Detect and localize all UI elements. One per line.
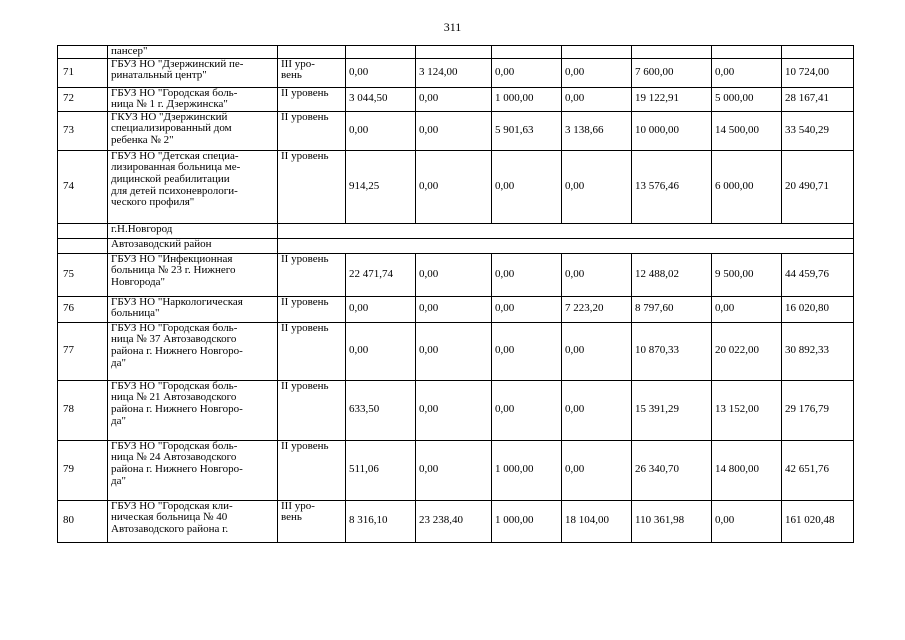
amount-cell: 914,25	[346, 150, 416, 223]
amount-cell: 1 000,00	[492, 440, 562, 500]
row-number-cell: 76	[58, 296, 108, 322]
facility-name-cell	[108, 500, 278, 542]
row-number-cell	[58, 46, 108, 59]
facility-name-cell	[108, 150, 278, 223]
cell-text-line: II уровень	[281, 296, 329, 308]
amount-cell: 19 122,91	[632, 87, 712, 111]
amount-cell: 29 176,79	[782, 380, 854, 440]
cell-text-line: II уровень	[281, 87, 329, 99]
cell-text-line: больница № 23 г. Нижнего	[111, 264, 236, 277]
row-number-cell: 77	[58, 322, 108, 380]
amount-cell: 8 797,60	[632, 296, 712, 322]
amount-cell: 26 340,70	[632, 440, 712, 500]
amount-cell: 0,00	[416, 253, 492, 296]
care-level-cell	[278, 296, 346, 322]
amount-cell: 0,00	[492, 322, 562, 380]
cell-text-line: ГБУЗ НО "Городская боль-	[111, 440, 238, 452]
amount-cell: 14 500,00	[712, 111, 782, 150]
facility-name-cell	[108, 440, 278, 500]
amount-cell: 161 020,48	[782, 500, 854, 542]
amount-cell: 10 870,33	[632, 322, 712, 380]
cell-text-line: II уровень	[281, 380, 329, 392]
cell-text-line: ница № 37 Автозаводского	[111, 333, 237, 346]
care-level-cell	[278, 380, 346, 440]
facility-name-cell	[108, 296, 278, 322]
cell-text-line: ГБУЗ НО "Наркологическая	[111, 296, 243, 308]
care-level-cell	[278, 111, 346, 150]
cell-text-line: лизированная больница ме-	[111, 161, 241, 174]
section-heading-cell	[108, 223, 278, 238]
care-level-cell	[278, 58, 346, 87]
cell-text-line: Новгорода"	[111, 275, 166, 288]
cell-text-line: ГБУЗ НО "Детская специа-	[111, 150, 239, 162]
amount-cell: 0,00	[492, 296, 562, 322]
amount-cell: 10 724,00	[782, 58, 854, 87]
amount-cell: 0,00	[492, 150, 562, 223]
cell-text-line: специализированный дом	[111, 122, 232, 135]
amount-cell: 16 020,80	[782, 296, 854, 322]
cell-text-line: да"	[111, 356, 126, 369]
amount-cell: 3 124,00	[416, 58, 492, 87]
cell-text-line: района г. Нижнего Новгоро-	[111, 344, 243, 357]
amount-cell: 22 471,74	[346, 253, 416, 296]
amount-cell: 0,00	[346, 322, 416, 380]
cell-text-line: да"	[111, 414, 126, 427]
row-number-cell	[58, 238, 108, 253]
facility-name-cell	[108, 58, 278, 87]
section-row	[58, 238, 854, 253]
section-row	[58, 223, 854, 238]
amount-cell: 15 391,29	[632, 380, 712, 440]
cell-text-line: ническая больница № 40	[111, 511, 228, 524]
cell-text-line: II уровень	[281, 150, 329, 162]
cell-text-line: ребенка № 2"	[111, 133, 174, 146]
care-level-cell	[278, 500, 346, 542]
amount-cell: 6 000,00	[712, 150, 782, 223]
cell-text-line: больница"	[111, 307, 160, 320]
amount-cell: 0,00	[346, 111, 416, 150]
section-empty-span	[278, 223, 854, 238]
amount-cell	[782, 46, 854, 59]
amount-cell: 0,00	[712, 296, 782, 322]
amount-cell: 0,00	[712, 58, 782, 87]
row-number-cell: 79	[58, 440, 108, 500]
facility-name-cell	[108, 111, 278, 150]
table-row	[58, 380, 854, 440]
section-heading-cell	[108, 238, 278, 253]
facility-funding-table	[57, 45, 854, 543]
row-number-cell: 71	[58, 58, 108, 87]
row-number-cell: 80	[58, 500, 108, 542]
amount-cell: 5 901,63	[492, 111, 562, 150]
amount-cell: 18 104,00	[562, 500, 632, 542]
row-number-cell: 72	[58, 87, 108, 111]
table-row	[58, 46, 854, 59]
cell-text-line: пансер"	[111, 45, 148, 57]
cell-text-line: II уровень	[281, 440, 329, 452]
amount-cell: 3 138,66	[562, 111, 632, 150]
cell-text-line: II уровень	[281, 253, 329, 265]
cell-text-line: ГБУЗ НО "Инфекционная	[111, 253, 233, 265]
care-level-cell	[278, 440, 346, 500]
care-level-cell	[278, 87, 346, 111]
amount-cell: 30 892,33	[782, 322, 854, 380]
amount-cell: 23 238,40	[416, 500, 492, 542]
facility-name-cell	[108, 46, 278, 59]
table-row	[58, 58, 854, 87]
cell-text-line: ГБУЗ НО "Городская боль-	[111, 87, 238, 99]
cell-text-line: III уро-	[281, 58, 315, 70]
amount-cell: 33 540,29	[782, 111, 854, 150]
table-row	[58, 322, 854, 380]
cell-text-line: ГБУЗ НО "Городская кли-	[111, 500, 233, 512]
amount-cell: 7 600,00	[632, 58, 712, 87]
amount-cell: 0,00	[346, 58, 416, 87]
table-row	[58, 111, 854, 150]
care-level-cell	[278, 46, 346, 59]
amount-cell: 0,00	[562, 58, 632, 87]
table-row	[58, 440, 854, 500]
amount-cell: 44 459,76	[782, 253, 854, 296]
amount-cell: 1 000,00	[492, 500, 562, 542]
amount-cell: 0,00	[416, 322, 492, 380]
amount-cell: 511,06	[346, 440, 416, 500]
cell-text-line: II уровень	[281, 111, 329, 123]
table-row	[58, 150, 854, 223]
amount-cell: 0,00	[416, 380, 492, 440]
amount-cell: 110 361,98	[632, 500, 712, 542]
cell-text-line: для детей психоневрологи-	[111, 184, 238, 197]
cell-text-line: II уровень	[281, 322, 329, 334]
cell-text-line: ГБУЗ НО "Городская боль-	[111, 380, 238, 392]
amount-cell: 0,00	[562, 150, 632, 223]
amount-cell: 0,00	[492, 58, 562, 87]
amount-cell: 28 167,41	[782, 87, 854, 111]
facility-name-cell	[108, 87, 278, 111]
cell-text-line: III уро-	[281, 500, 315, 512]
amount-cell: 5 000,00	[712, 87, 782, 111]
amount-cell: 0,00	[492, 253, 562, 296]
amount-cell: 10 000,00	[632, 111, 712, 150]
amount-cell: 0,00	[562, 380, 632, 440]
amount-cell: 20 022,00	[712, 322, 782, 380]
cell-text-line: ница № 1 г. Дзержинска"	[111, 98, 228, 111]
table-row	[58, 296, 854, 322]
cell-text-line: ГКУЗ НО "Дзержинский	[111, 111, 228, 123]
amount-cell: 0,00	[416, 111, 492, 150]
cell-text-line: г.Н.Новгород	[111, 223, 173, 235]
table-row	[58, 253, 854, 296]
cell-text-line: района г. Нижнего Новгоро-	[111, 402, 243, 415]
cell-text-line: ринатальный центр"	[111, 69, 207, 82]
table-row	[58, 87, 854, 111]
facility-name-cell	[108, 253, 278, 296]
row-number-cell: 73	[58, 111, 108, 150]
amount-cell: 0,00	[416, 296, 492, 322]
facility-name-cell	[108, 380, 278, 440]
cell-text-line: ница № 24 Автозаводского	[111, 451, 237, 464]
amount-cell: 42 651,76	[782, 440, 854, 500]
cell-text-line: да"	[111, 474, 126, 487]
amount-cell: 0,00	[562, 440, 632, 500]
amount-cell: 0,00	[562, 253, 632, 296]
row-number-cell: 78	[58, 380, 108, 440]
amount-cell: 8 316,10	[346, 500, 416, 542]
amount-cell: 0,00	[346, 296, 416, 322]
amount-cell: 13 152,00	[712, 380, 782, 440]
cell-text-line: вень	[281, 511, 302, 524]
amount-cell: 14 800,00	[712, 440, 782, 500]
care-level-cell	[278, 150, 346, 223]
amount-cell	[416, 46, 492, 59]
cell-text-line: района г. Нижнего Новгоро-	[111, 462, 243, 475]
amount-cell: 0,00	[562, 322, 632, 380]
amount-cell	[346, 46, 416, 59]
amount-cell: 20 490,71	[782, 150, 854, 223]
amount-cell: 9 500,00	[712, 253, 782, 296]
amount-cell: 0,00	[562, 87, 632, 111]
amount-cell: 0,00	[712, 500, 782, 542]
table-row	[58, 500, 854, 542]
page-number: 311	[443, 20, 462, 34]
amount-cell: 633,50	[346, 380, 416, 440]
amount-cell: 0,00	[492, 380, 562, 440]
amount-cell: 1 000,00	[492, 87, 562, 111]
cell-text-line: дицинской реабилитации	[111, 172, 230, 185]
amount-cell	[632, 46, 712, 59]
row-number-cell: 75	[58, 253, 108, 296]
cell-text-line: Автозаводский район	[111, 238, 212, 250]
amount-cell: 13 576,46	[632, 150, 712, 223]
care-level-cell	[278, 322, 346, 380]
cell-text-line: вень	[281, 69, 302, 82]
care-level-cell	[278, 253, 346, 296]
cell-text-line: ческого профиля"	[111, 196, 195, 209]
amount-cell: 0,00	[416, 440, 492, 500]
amount-cell	[492, 46, 562, 59]
row-number-cell: 74	[58, 150, 108, 223]
amount-cell: 0,00	[416, 87, 492, 111]
facility-name-cell	[108, 322, 278, 380]
amount-cell	[712, 46, 782, 59]
cell-text-line: ница № 21 Автозаводского	[111, 391, 237, 404]
amount-cell: 12 488,02	[632, 253, 712, 296]
amount-cell: 0,00	[416, 150, 492, 223]
cell-text-line: Автозаводского района г.	[111, 522, 229, 535]
amount-cell: 3 044,50	[346, 87, 416, 111]
row-number-cell	[58, 223, 108, 238]
section-empty-span	[278, 238, 854, 253]
cell-text-line: ГБУЗ НО "Дзержинский пе-	[111, 58, 244, 70]
cell-text-line: ГБУЗ НО "Городская боль-	[111, 322, 238, 334]
amount-cell	[562, 46, 632, 59]
amount-cell: 7 223,20	[562, 296, 632, 322]
